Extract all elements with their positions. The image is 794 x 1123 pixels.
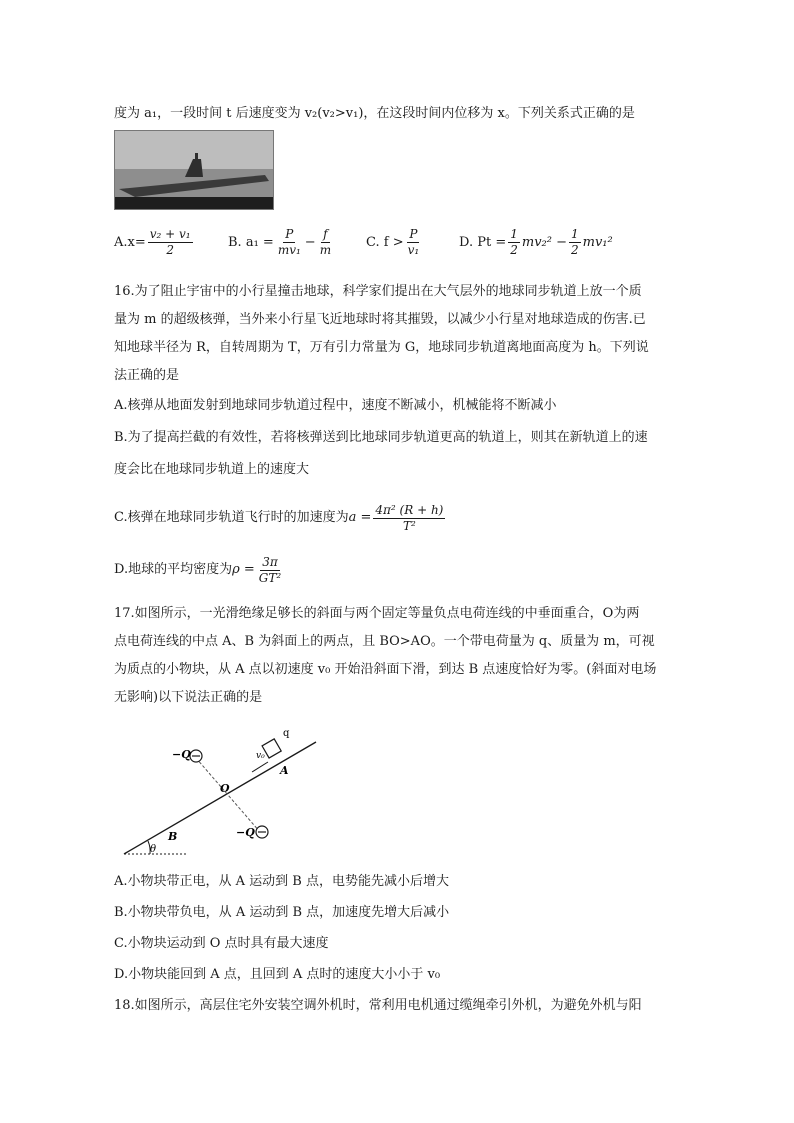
option-c-denominator: v₁ <box>407 242 420 257</box>
option-d-num-2: 1 <box>571 226 579 241</box>
option-c-fraction <box>406 227 422 258</box>
aircraft-carrier-photo <box>114 130 274 210</box>
q17-stem-line-1: 17.如图所示，一光滑绝缘足够长的斜面与两个固定等量负点电荷连线的中垂面重合，O为两 <box>114 606 640 621</box>
option-d-den-2: 2 <box>571 242 579 257</box>
option-15-a <box>114 222 195 262</box>
velocity-arrow <box>252 762 268 772</box>
option-a-prefix: A.x= <box>114 234 146 250</box>
q16-option-a: A.核弹从地面发射到地球同步轨道过程中，速度不断减小，机械能将不断减小 <box>114 398 557 413</box>
incline-charge-diagram <box>120 728 320 858</box>
label-q: q <box>283 728 290 739</box>
q17-option-d: D.小物块能回到 A 点，且回到 A 点时的速度大小小于 v₀ <box>114 967 441 982</box>
q16-stem-line-3: 知地球半径为 R，自转周期为 T，万有引力常量为 G，地球同步轨道离地面高度为 h。下列说 <box>114 340 649 355</box>
q18-stem-line-1: 18.如图所示，高层住宅外安装空调外机时，常利用电机通过缆绳牵引外机，为避免外机与阳 <box>114 998 642 1013</box>
question-15-options <box>114 222 634 262</box>
option-b-den-1: mv₁ <box>277 242 301 257</box>
label-o: O <box>220 782 230 795</box>
option-d-prefix: D. Pt = <box>459 234 507 250</box>
question-15-stem-tail: 度为 a₁，一段时间 t 后速度变为 v₂(v₂>v₁)，在这段时间内位移为 x。下列关系式正确的是 <box>114 106 635 121</box>
q16-c-fraction <box>373 503 445 534</box>
option-d-fraction-1 <box>508 227 520 258</box>
option-c-numerator: P <box>409 226 418 241</box>
option-d-den-1: 2 <box>510 242 518 257</box>
option-15-d <box>459 222 613 262</box>
option-d-num-1: 1 <box>510 226 518 241</box>
aircraft-carrier-image <box>115 131 273 209</box>
q17-stem-line-4: 无影响)以下说法正确的是 <box>114 690 263 705</box>
small-block <box>262 739 281 758</box>
option-b-den-2: m <box>319 242 332 257</box>
label-b: B <box>168 830 178 843</box>
option-d-fraction-2 <box>569 227 581 258</box>
q16-option-b-line-2: 度会比在地球同步轨道上的速度大 <box>114 462 310 477</box>
option-15-b <box>228 222 335 262</box>
option-c-prefix: C. f > <box>366 234 404 250</box>
q16-d-denominator: GT² <box>258 570 282 585</box>
label-theta: θ <box>150 844 157 855</box>
incline-line <box>124 742 316 854</box>
option-b-prefix: B. a₁ = <box>228 234 274 250</box>
option-b-num-1: P <box>285 226 294 241</box>
q16-c-numerator: 4π² (R + h) <box>375 502 444 517</box>
option-a-fraction <box>148 227 193 258</box>
option-b-minus: − <box>304 234 316 250</box>
q16-option-c <box>114 500 447 536</box>
q16-c-lhs: a = <box>348 510 372 525</box>
q17-option-a: A.小物块带正电，从 A 运动到 B 点，电势能先减小后增大 <box>114 874 449 889</box>
label-neg-q-bottom: −Q <box>236 826 255 839</box>
q16-c-denominator: T² <box>402 518 416 533</box>
q17-option-c: C.小物块运动到 O 点时具有最大速度 <box>114 936 329 951</box>
label-v0: v₀ <box>256 751 265 761</box>
q16-d-text: D.地球的平均密度为 <box>114 562 233 577</box>
q16-stem-line-2: 量为 m 的超级核弹，当外来小行星飞近地球时将其摧毁，以减少小行星对地球造成的伤害.已 <box>114 312 646 327</box>
q16-d-numerator: 3π <box>262 554 278 569</box>
option-b-fraction-2 <box>318 227 333 258</box>
q16-d-lhs: ρ = <box>232 562 255 577</box>
label-a: A <box>280 764 289 777</box>
q16-option-d <box>114 552 285 588</box>
q17-option-b: B.小物块带负电，从 A 运动到 B 点，加速度先增大后减小 <box>114 905 450 920</box>
charge-connecting-line <box>196 758 260 832</box>
q16-stem-line-4: 法正确的是 <box>114 368 180 383</box>
option-d-tail: mv₁² <box>582 234 613 250</box>
option-d-mid: mv₂² − <box>521 234 567 250</box>
option-a-denominator: 2 <box>166 242 174 257</box>
option-b-fraction-1 <box>276 227 303 258</box>
q17-stem-line-3: 为质点的小物块，从 A 点以初速度 v₀ 开始沿斜面下滑，到达 B 点速度恰好为零。(斜面对电场 <box>114 662 657 677</box>
q16-c-text: C.核弹在地球同步轨道飞行时的加速度为 <box>114 510 349 525</box>
q16-option-b-line-1: B.为了提高拦截的有效性，若将核弹送到比地球同步轨道更高的轨道上，则其在新轨道上的速 <box>114 430 648 445</box>
option-b-num-2: f <box>323 226 328 241</box>
q16-stem-line-1: 16.为了阻止宇宙中的小行星撞击地球，科学家们提出在大气层外的地球同步轨道上放一个质 <box>114 284 642 299</box>
q16-d-fraction <box>257 555 283 586</box>
option-a-numerator: v₂ + v₁ <box>149 226 191 241</box>
label-neg-q-top: −Q <box>172 748 191 761</box>
option-15-c <box>366 222 423 262</box>
q17-stem-line-2: 点电荷连线的中点 A、B 为斜面上的两点，且 BO>AO。一个带电荷量为 q、质量为 m，可视 <box>114 634 655 649</box>
